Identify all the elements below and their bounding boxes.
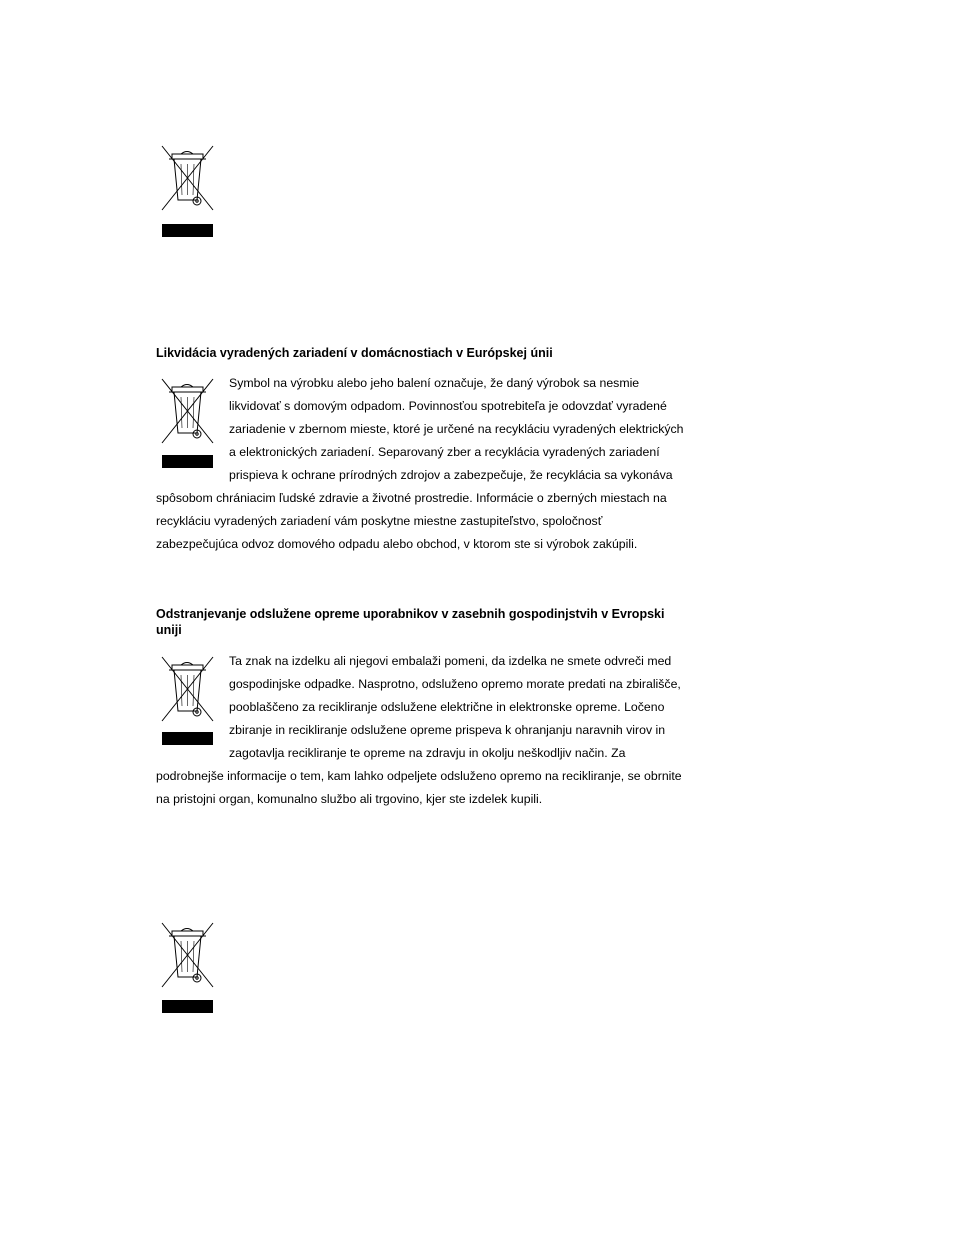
weee-black-bar	[162, 732, 213, 745]
paragraph-line: pooblaščeno za recikliranje odslužene električne in elektronske opreme. Ločeno	[229, 700, 665, 714]
paragraph-line: recykláciu vyradených zariadení vám poskytne miestne zastupiteľstvo, spoločnosť	[156, 514, 603, 528]
weee-black-bar	[162, 455, 213, 468]
paragraph-line: zabezpečujúca odvoz domového odpadu alebo obchod, v ktorom ste si výrobok zakúpili.	[156, 537, 638, 551]
section-heading-sk: Likvidácia vyradených zariadení v domácnostiach v Európskej únii	[156, 346, 553, 360]
section-heading-sl: Odstranjevanje odslužene opreme uporabnikov v zasebnih gospodinjstvih v Evropski	[156, 607, 665, 621]
weee-black-bar	[162, 224, 213, 237]
paragraph-line: likvidovať s domovým odpadom. Povinnosťou spotrebiteľa je odovzdať vyradené	[229, 399, 667, 413]
paragraph-line: zagotavlja recikliranje te opreme na zdravju in okolju neškodljiv način. Za	[229, 746, 626, 760]
weee-black-bar	[162, 1000, 213, 1013]
paragraph-line: zariadenie v zbernom mieste, ktoré je určené na recykláciu vyradených elektrických	[229, 422, 684, 436]
paragraph-line: podrobnejše informacije o tem, kam lahko odpeljete odsluženo opremo na recikliranje, se obrnite	[156, 769, 682, 783]
paragraph-line: Ta znak na izdelku ali njegovi embalaži pomeni, da izdelka ne smete odvreči med	[229, 654, 672, 668]
paragraph-line: a elektronických zariadení. Separovaný zber a recyklácia vyradených zariadení	[229, 445, 660, 459]
weee-crossed-bin-icon	[160, 656, 215, 722]
weee-crossed-bin-icon	[160, 922, 215, 988]
paragraph-line: Symbol na výrobku alebo jeho balení označuje, že daný výrobok sa nesmie	[229, 376, 640, 390]
paragraph-line: gospodinjske odpadke. Nasprotno, odsluženo opremo morate predati na zbirališče,	[229, 677, 681, 691]
paragraph-line: na pristojni organ, komunalno službo ali trgovino, kjer ste izdelek kupili.	[156, 792, 543, 806]
weee-crossed-bin-icon	[160, 145, 215, 211]
paragraph-line: prispieva k ochrane prírodných zdrojov a zabezpečuje, že recyklácia sa vykonáva	[229, 468, 673, 482]
paragraph-line: zbiranje in recikliranje odslužene opreme prispeva k ohranjanju naravnih virov in	[229, 723, 666, 737]
weee-crossed-bin-icon	[160, 378, 215, 444]
section-heading-sl-continued: uniji	[156, 623, 182, 637]
paragraph-line: spôsobom chrániacim ľudské zdravie a životné prostredie. Informácie o zberných miestach na	[156, 491, 667, 505]
